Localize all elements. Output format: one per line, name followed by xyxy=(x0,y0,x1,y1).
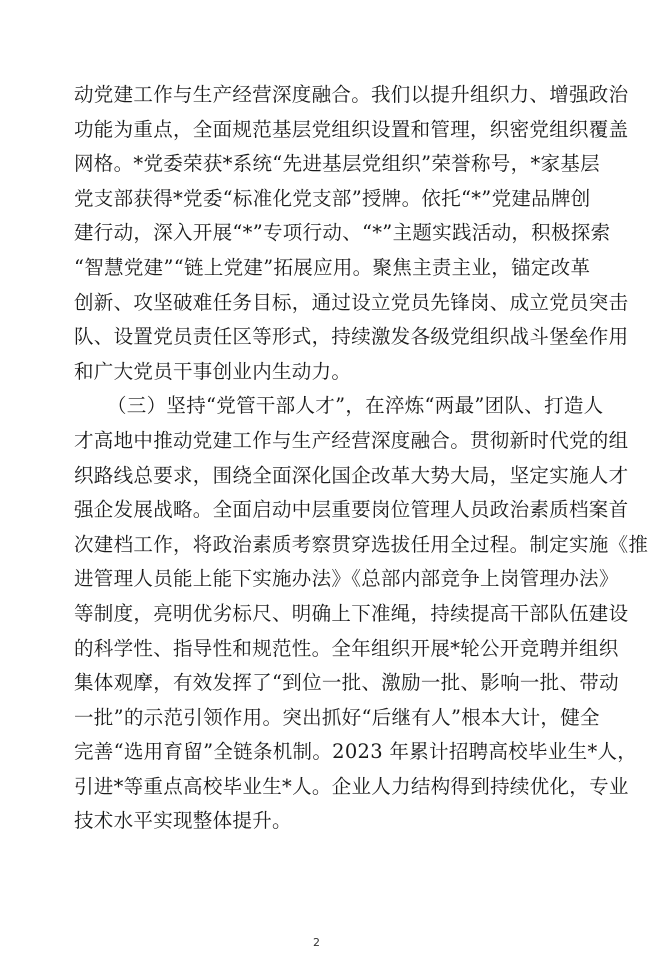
text-line: 党支部获得*党委“标准化党支部”授牌。依托“*”党建品牌创 xyxy=(74,186,591,210)
text-line: 强企发展战略。全面启动中层重要岗位管理人员政治素质档案首 xyxy=(74,498,629,522)
text-line: 和广大党员干事创业内生动力。 xyxy=(74,359,352,383)
text-line: 技术水平实现整体提升。 xyxy=(74,809,292,833)
text-line: 创新、攻坚破难任务目标，通过设立党员先锋岗、成立党员突击 xyxy=(74,290,629,314)
text-line: 功能为重点，全面规范基层党组织设置和管理，织密党组织覆盖 xyxy=(74,117,629,141)
text-line: 才高地中推动党建工作与生产经营深度融合。贯彻新时代党的组 xyxy=(74,428,629,452)
text-line: 网格。*党委荣获*系统“先进基层党组织”荣誉称号，*家基层 xyxy=(74,152,600,176)
text-line: 建行动，深入开展“*”专项行动、“*”主题实践活动，积极探索 xyxy=(74,221,611,245)
text-line: 集体观摩，有效发挥了“到位一批、激励一批、影响一批、带动 xyxy=(74,671,619,695)
text-line: 的科学性、指导性和规范性。全年组织开展*轮公开竞聘并组织 xyxy=(74,636,619,660)
text-line: 等制度，亮明优劣标尺、明确上下准绳，持续提高干部队伍建设 xyxy=(74,601,629,625)
text-line: 进管理人员能上能下实施办法》《总部内部竞争上岗管理办法》 xyxy=(74,567,619,591)
text-line: 一批”的示范引领作用。突出抓好“后继有人”根本大计，健全 xyxy=(74,705,600,729)
text-line: 引进*等重点高校毕业生*人。企业人力结构得到持续优化，专业 xyxy=(74,774,629,798)
page-number: 2 xyxy=(313,936,320,949)
body-text xyxy=(74,78,648,839)
text-line: “智慧党建”“链上党建”拓展应用。聚焦主责主业，锚定改革 xyxy=(74,255,591,279)
text-line: 动党建工作与生产经营深度融合。我们以提升组织力、增强政治 xyxy=(74,83,629,106)
text-line: 完善“选用育留”全链条机制。2023 年累计招聘高校毕业生*人， xyxy=(74,740,638,764)
text-line: 次建档工作，将政治素质考察贯穿选拔任用全过程。制定实施《推 xyxy=(74,532,648,556)
text-line: 织路线总要求，围绕全面深化国企改革大势大局，坚定实施人才 xyxy=(74,463,629,487)
section-heading-line: （三）坚持“党管干部人才”，在淬炼“两最”团队、打造人 xyxy=(107,394,604,418)
text-line: 队、设置党员责任区等形式，持续激发各级党组织战斗堡垒作用 xyxy=(74,325,629,349)
